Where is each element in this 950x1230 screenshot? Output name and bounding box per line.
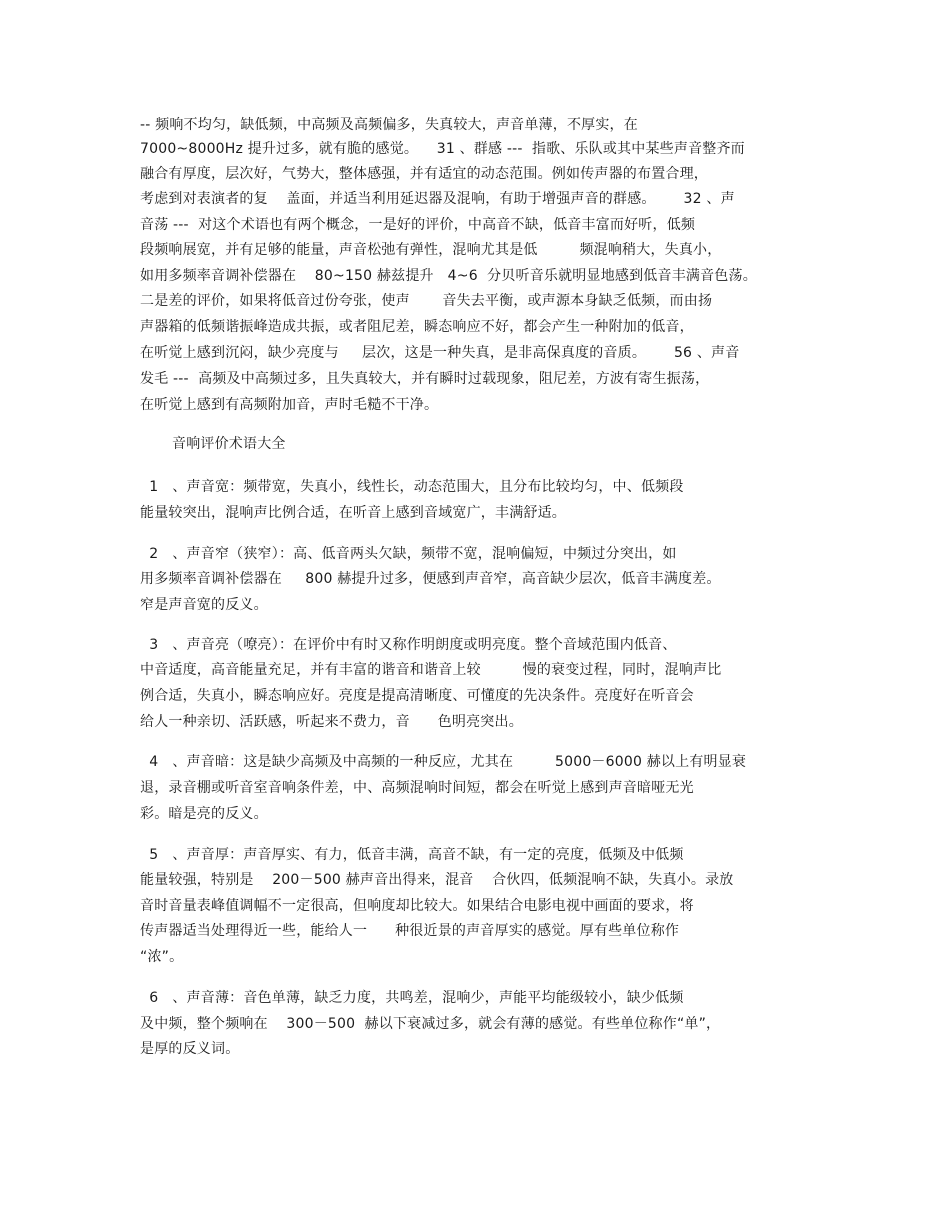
text-line: 在听觉上感到有高频附加音，声时毛糙不干净。 — [140, 397, 439, 413]
text-line: 如用多频率音调补偿器在 80~150 赫兹提升 4~6 分贝听音乐就明显地感到低音丰满音色荡。 — [140, 268, 757, 284]
text-line: 给人一种亲切、活跃感，听起来不费力，音 色明亮突出。 — [140, 714, 523, 730]
text-line: -- 频响不均匀，缺低频，中高频及高频偏多，失真较大，声音单薄，不厚实，在 — [140, 117, 638, 133]
text-line: 窄是声音宽的反义。 — [140, 597, 268, 613]
text-line: 退，录音棚或听音室音响条件差，中、高频混响时间短，都会在听觉上感到声音暗哑无光 — [140, 780, 694, 796]
text-line: 音荡 --- 对这个术语也有两个概念，一是好的评价，中高音不缺，低音丰富而好听，低频 — [140, 217, 696, 233]
text-line: 7000~8000Hz 提升过多，就有脆的感觉。 31 、群感 --- 指歌、乐队或其中某些声音整齐而 — [140, 141, 745, 157]
text-line: 段频响展宽，并有足够的能量，声音松弛有弹性，混响尤其是低 频混响稍大，失真小， — [140, 242, 722, 258]
text-line: 声器箱的低频谐振峰造成共振，或者阻尼差，瞬态响应不好，都会产生一种附加的低音， — [140, 319, 694, 335]
text-line: 4 、声音暗：这是缺少高频及中高频的一种反应，尤其在 5000－6000 赫以上有明显衰 — [140, 754, 747, 770]
text-line: 在听觉上感到沉闷，缺少亮度与 层次，这是一种失真，是非高保真度的音质。 56 、声音 — [140, 345, 740, 361]
text-line: 彩。暗是亮的反义。 — [140, 806, 268, 822]
text-line: 音时音量表峰值调幅不一定很高，但响度却比较大。如果结合电影电视中画面的要求，将 — [140, 898, 694, 914]
text-line: 2 、声音窄（狭窄）：高、低音两头欠缺，频带不宽，混响偏短，中频过分突出，如 — [140, 546, 677, 562]
text-line: 及中频，整个频响在 300－500 赫以下衰减过多，就会有薄的感觉。有些单位称作“单”， — [140, 1016, 721, 1032]
text-line: 中音适度，高音能量充足，并有丰富的谐音和谐音上较 慢的衰变过程，同时，混响声比 — [140, 662, 722, 678]
text-line: 传声器适当处理得近一些，能给人一 种很近景的声音厚实的感觉。厚有些单位称作 — [140, 923, 680, 939]
text-line: 6 、声音薄：音色单薄，缺乏力度，共鸣差，混响少，声能平均能级较小，缺少低频 — [140, 990, 684, 1006]
text-line: 3 、声音亮（嘹亮）：在评价中有时又称作明朗度或明亮度。整个音域范围内低音、 — [140, 637, 677, 653]
text-line: 5 、声音厚：声音厚实、有力，低音丰满，高音不缺，有一定的亮度，低频及中低频 — [140, 847, 684, 863]
text-line: 是厚的反义词。 — [140, 1041, 240, 1057]
text-line: 二是差的评价，如果将低音过份夸张，使声 音失去平衡，或声源本身缺乏低频，而由扬 — [140, 293, 713, 309]
text-line: 能量较突出，混响声比例合适，在听音上感到音域宽广，丰满舒适。 — [140, 505, 566, 521]
text-line: 能量较强，特别是 200－500 赫声音出得来，混音 合伙四，低频混响不缺，失真小。录放 — [140, 872, 734, 888]
text-line: 融合有厚度，层次好，气势大，整体感强，并有适宜的动态范围。例如传声器的布置合理， — [140, 166, 708, 182]
text-line: 例合适，失真小，瞬态响应好。亮度是提高清晰度、可懂度的先决条件。亮度好在听音会 — [140, 688, 694, 704]
text-line: 1 、声音宽：频带宽，失真小，线性长，动态范围大，且分布比较均匀，中、低频段 — [140, 479, 684, 495]
text-line: 发毛 --- 高频及中高频过多，且失真较大，并有瞬时过载现象，阻尼差，方波有寄生振荡， — [140, 371, 710, 387]
document-title: 音响评价术语大全 — [172, 436, 286, 452]
text-line: “浓”。 — [140, 949, 184, 965]
text-line: 考虑到对表演者的复 盖面，并适当利用延迟器及混响，有助于增强声音的群感。 32 、声 — [140, 191, 735, 207]
text-line: 用多频率音调补偿器在 800 赫提升过多，便感到声音窄，高音缺少层次，低音丰满度差。 — [140, 571, 721, 587]
